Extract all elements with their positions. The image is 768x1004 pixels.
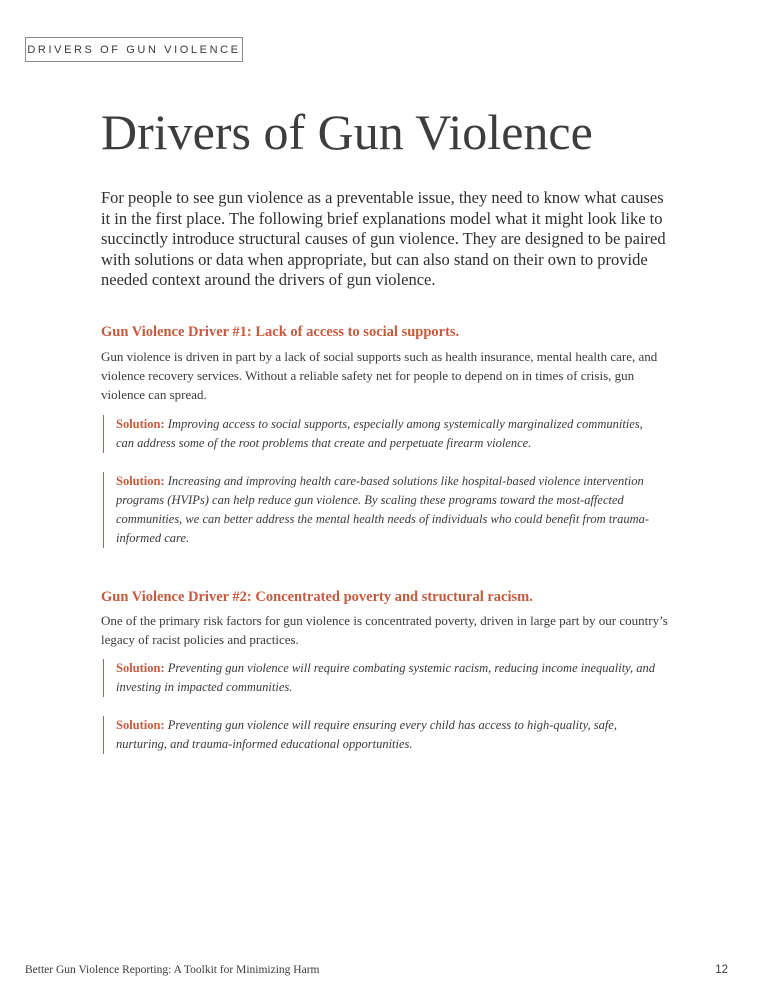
driver-1-solution-1 [103, 415, 663, 453]
page-number: 12 [715, 964, 728, 976]
solution-text: Preventing gun violence will require combating systemic racism, reducing income inequality, and investing in impacted communities. [116, 661, 656, 694]
solution-label: Solution: [116, 474, 165, 488]
footer-publication: Better Gun Violence Reporting: A Toolkit for Minimizing Harm [25, 964, 320, 976]
driver-1-body: Gun violence is driven in part by a lack of social supports such as health insurance, mental health care, and violence recovery services. Without a reliable safety net for people to depend on in times of crisis, gun violence can spread. [101, 349, 658, 402]
solution-label: Solution: [116, 417, 165, 431]
intro-paragraph: For people to see gun violence as a preventable issue, they need to know what causes it in the first place. The following brief explanations model what it might look like to succinctly introduce structural causes of gun violence. They are designed to be paired with solutions or data when appropriate, but can also stand on their own to provide needed context around the drivers of gun violence. [101, 188, 666, 289]
solution-text: Improving access to social supports, especially among systemically marginalized communities, can address some of the root problems that create and perpetuate firearm violence. [116, 417, 643, 450]
driver-2-heading: Gun Violence Driver #2: Concentrated poverty and structural racism. [101, 589, 533, 605]
section-tag: DRIVERS OF GUN VIOLENCE [25, 37, 243, 62]
solution-text: Preventing gun violence will require ensuring every child has access to high-quality, safe, nurturing, and trauma-informed educational opportunities. [116, 718, 617, 751]
driver-2-solution-2 [103, 716, 663, 754]
driver-1-heading: Gun Violence Driver #1: Lack of access to social supports. [101, 324, 460, 340]
driver-1-solution-2 [103, 472, 663, 548]
solution-text: Increasing and improving health care-based solutions like hospital-based violence intervention programs (HVIPs) can help reduce gun violence. By scaling these programs toward the most-affected communities, we can better address the mental health needs of individuals who could benefit from trauma-informed care. [116, 474, 650, 545]
driver-2-solution-1 [103, 659, 663, 697]
page-title: Drivers of Gun Violence [101, 104, 593, 160]
solution-label: Solution: [116, 661, 165, 675]
solution-label: Solution: [116, 718, 165, 732]
driver-2-body: One of the primary risk factors for gun violence is concentrated poverty, driven in large part by our country’s legacy of racist policies and practices. [101, 613, 668, 647]
